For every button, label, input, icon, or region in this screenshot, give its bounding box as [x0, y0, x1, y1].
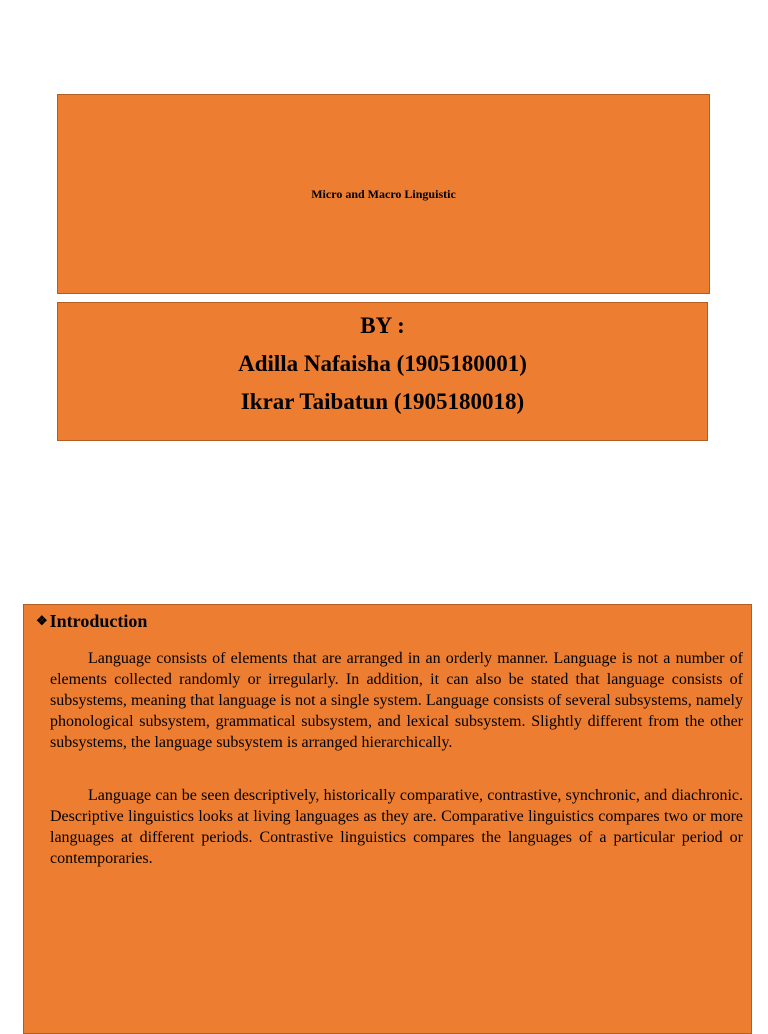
introduction-slide	[23, 604, 752, 1034]
author-name: Ikrar Taibatun (1905180018)	[240, 389, 525, 414]
diamond-star-bullet-icon: ❖	[36, 613, 48, 628]
introduction-heading	[36, 609, 743, 633]
intro-paragraph: Language consists of elements that are arranged in an orderly manner. Language is not a number of elements collected randomly or irregularly. In addition, it can also be stated that language consists of subsystems, meaning that language is not a single system. Language consists of several subsystems, namely phonological subsystem, grammatical subsystem, and lexical subsystem. Slightly different from the other subsystems, the language subsystem is arranged hierarchically.	[50, 650, 743, 751]
introduction-heading-text: Introduction	[49, 611, 148, 631]
authors-slide	[57, 302, 708, 441]
title-slide	[57, 94, 710, 294]
slide-title: Micro and Macro Linguistic	[311, 186, 456, 201]
intro-paragraph: Language can be seen descriptively, historically comparative, contrastive, synchronic, and diachronic. Descriptive linguistics looks at living languages as they are. Comparative linguistics compares two or more languages at different periods. Contrastive linguistics compares the languages of a particular period or contemporaries.	[50, 787, 743, 867]
by-label: BY :	[360, 313, 405, 338]
author-name: Adilla Nafaisha (1905180001)	[238, 351, 527, 376]
